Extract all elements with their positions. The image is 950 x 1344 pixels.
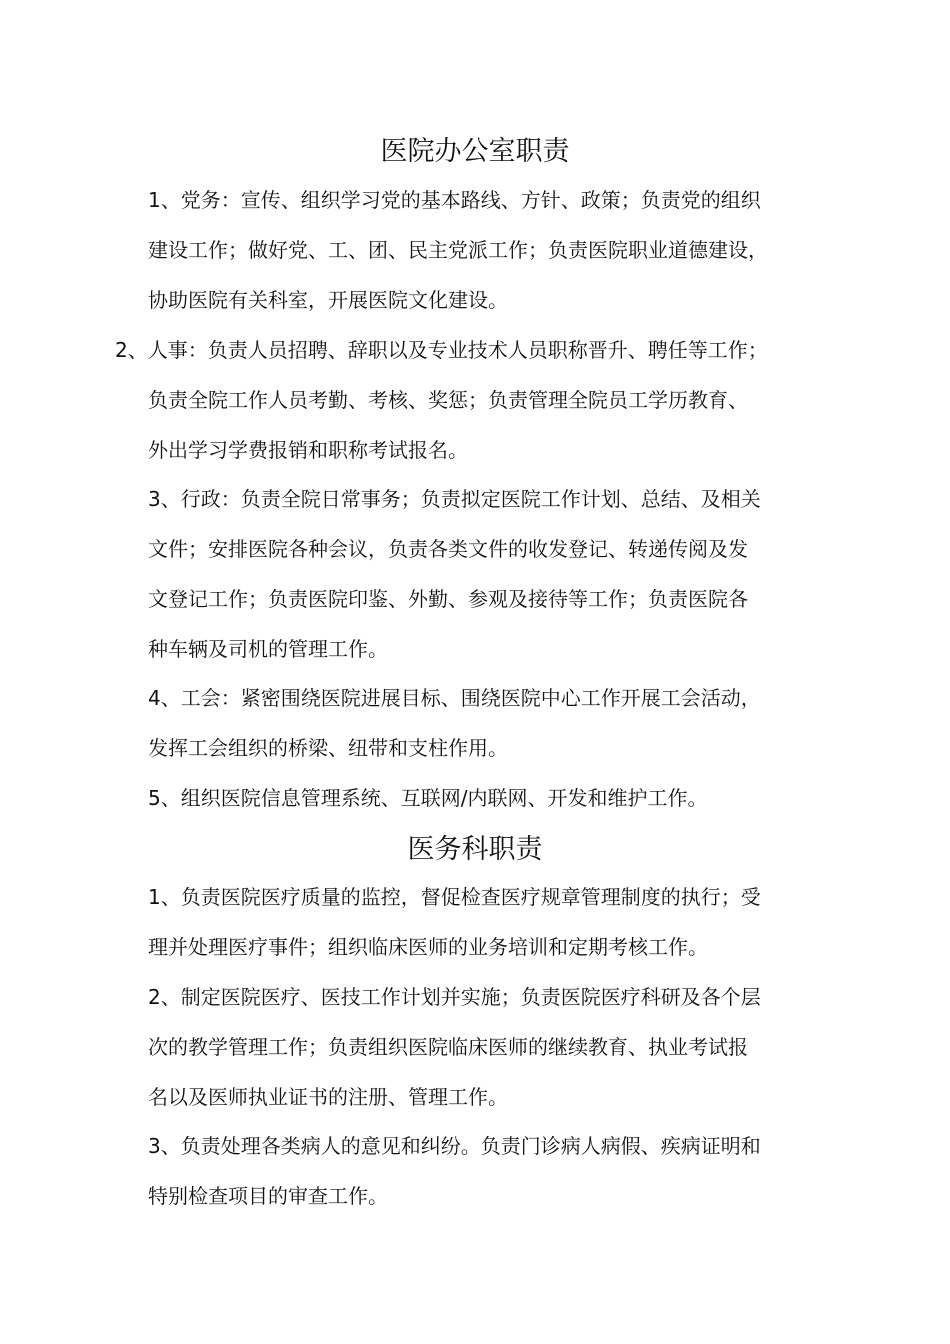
office-duty-2 <box>115 325 835 475</box>
text-line: 文件；安排医院各种会议，负责各类文件的收发登记、转递传阅及发 <box>148 537 748 561</box>
text-line: 3、负责处理各类病人的意见和纠纷。负责门诊病人病假、疾病证明和 <box>148 1134 761 1158</box>
section-title-office: 医院办公室职责 <box>380 136 570 167</box>
text-line: 5、组织医院信息管理系统、互联网/内联网、开发和维护工作。 <box>148 786 708 810</box>
office-duty-5 <box>148 773 838 823</box>
text-line: 1、党务：宣传、组织学习党的基本路线、方针、政策；负责党的组织 <box>148 188 761 212</box>
medical-duty-1 <box>148 872 838 972</box>
text-line: 3、行政：负责全院日常事务；负责拟定医院工作计划、总结、及相关 <box>148 487 761 511</box>
text-line: 名以及医师执业证书的注册、管理工作。 <box>148 1085 508 1109</box>
text-line: 2、人事：负责人员招聘、辞职以及专业技术人员职称晋升、聘任等工作； <box>115 338 768 362</box>
text-line: 建设工作；做好党、工、团、民主党派工作；负责医院职业道德建设， <box>148 238 768 262</box>
text-line: 协助医院有关科室，开展医院文化建设。 <box>148 288 508 312</box>
office-duty-3 <box>148 474 838 674</box>
text-line: 1、负责医院医疗质量的监控，督促检查医疗规章管理制度的执行；受 <box>148 885 761 909</box>
text-line: 特别检查项目的审查工作。 <box>148 1184 388 1208</box>
text-line: 外出学习学费报销和职称考试报名。 <box>148 438 468 462</box>
office-duty-4 <box>148 673 838 773</box>
office-duty-1 <box>148 175 838 325</box>
section-title-medical-affairs: 医务科职责 <box>407 834 543 865</box>
text-line: 文登记工作；负责医院印鉴、外勤、参观及接待等工作；负责医院各 <box>148 587 748 611</box>
text-line: 理并处理医疗事件；组织临床医师的业务培训和定期考核工作。 <box>148 935 708 959</box>
text-line: 种车辆及司机的管理工作。 <box>148 637 388 661</box>
medical-duty-2 <box>148 972 838 1122</box>
medical-duty-3 <box>148 1121 838 1221</box>
text-line: 2、制定医院医疗、医技工作计划并实施；负责医院医疗科研及各个层 <box>148 985 761 1009</box>
text-line: 负责全院工作人员考勤、考核、奖惩；负责管理全院员工学历教育、 <box>148 388 748 412</box>
text-line: 4、工会：紧密围绕医院进展目标、围绕医院中心工作开展工会活动， <box>148 686 761 710</box>
text-line: 次的教学管理工作；负责组织医院临床医师的继续教育、执业考试报 <box>148 1035 748 1059</box>
text-line: 发挥工会组织的桥梁、纽带和支柱作用。 <box>148 736 508 760</box>
